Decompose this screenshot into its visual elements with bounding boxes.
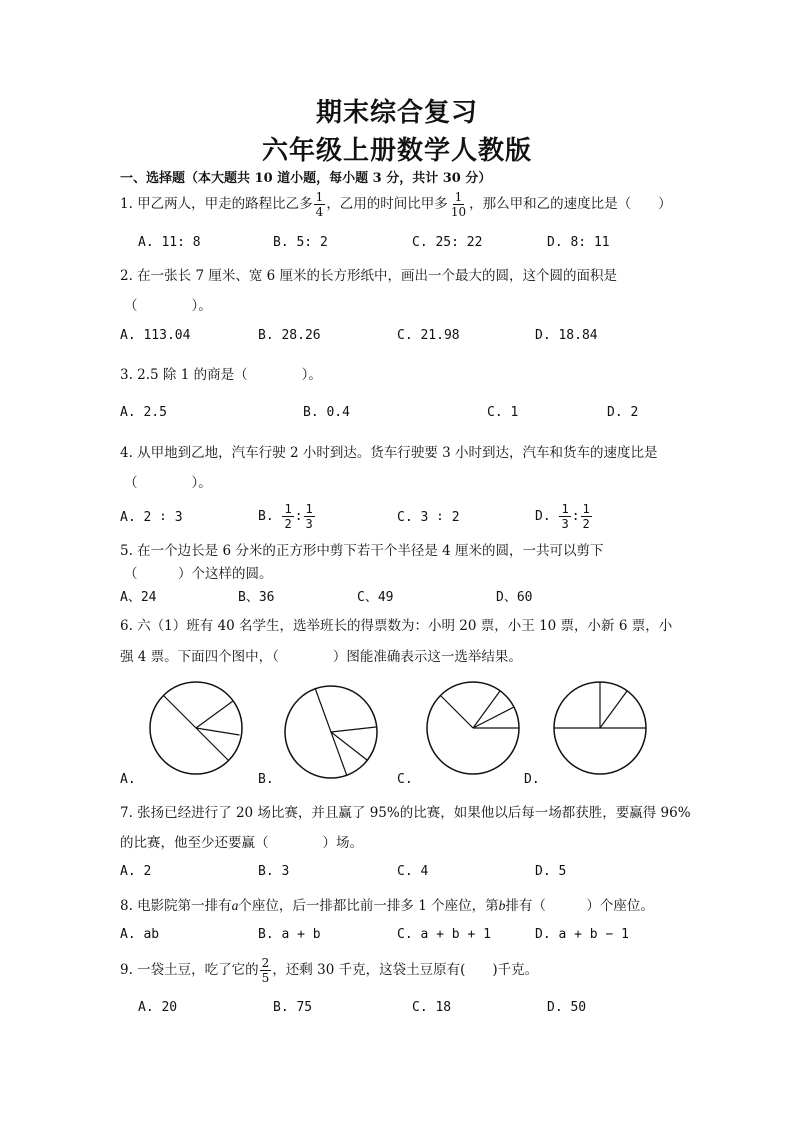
q3-option-b[interactable]: B. 0.4 [303,405,350,420]
q3-option-d[interactable]: D. 2 [607,405,639,420]
q4-option-a[interactable]: A. 2 ∶ 3 [120,510,183,525]
page-subtitle: 六年级上册数学人教版 [261,136,532,166]
pie-chart-b[interactable] [281,682,381,782]
q1-option-c[interactable]: C. 25: 22 [412,235,483,250]
q7-option-d[interactable]: D. 5 [535,864,567,879]
q9-option-d[interactable]: D. 50 [547,1000,587,1015]
q4-option-d[interactable]: D. $\frac{1}{3}$ : $\frac{1}{2}$ [535,502,590,531]
q8-variable-b: b [498,898,506,913]
q7-option-c[interactable]: C. 4 [397,864,429,879]
q5-option-a[interactable]: A、24 [120,590,157,605]
q3-option-c[interactable]: C. 1 [487,405,519,420]
q6-option-b[interactable]: B. [258,772,274,787]
q2-option-b[interactable]: B. 28.26 [258,328,321,343]
q9-option-b[interactable]: B. 75 [273,1000,313,1015]
q1-text-post: ，那么甲和乙的速度比是（ ） [469,196,672,212]
q1-fraction-1: $\frac{1}{4}$ [315,190,324,219]
q7-line-1: 7. 张扬已经进行了 20 场比赛，并且赢了 95%的比赛，如果他以后每一场都获胜，要赢得 96% [120,805,691,821]
q4-option-c[interactable]: C. 3 ∶ 2 [397,510,460,525]
q5-line-1: 5. 在一个边长是 6 分米的正方形中剪下若干个半径是 4 厘米的圆，一共可以剪下 [120,543,604,559]
q8-option-d[interactable]: D. a + b − 1 [535,927,629,942]
q9-fraction: $\frac{2}{5}$ [261,956,270,985]
q8-option-b[interactable]: B. a + b [258,927,321,942]
q9-option-a[interactable]: A. 20 [138,1000,178,1015]
q4-option-b[interactable]: B. $\frac{1}{2}$ : $\frac{1}{3}$ [258,502,313,531]
q2-line-2: （ ）。 [124,298,212,314]
q1-option-b[interactable]: B. 5: 2 [273,235,328,250]
q5-line-2: （ ）个这样的圆。 [124,566,273,582]
q1-text: 1. 甲乙两人，甲走的路程比乙多 [120,196,313,212]
q4-line-1: 4. 从甲地到乙地，汽车行驶 2 小时到达。货车行驶要 3 小时到达，汽车和货车的速度比是 [120,445,658,461]
pie-chart-d[interactable] [550,678,650,778]
q2-line-1: 2. 在一张长 7 厘米、宽 6 厘米的长方形纸中，画出一个最大的圆，这个圆的面积是 [120,268,618,284]
q6-option-c[interactable]: C. [397,772,413,787]
q6-line-1: 6. 六（1）班有 40 名学生，选举班长的得票数为：小明 20 票，小王 10 票，小新 6 票，小 [120,618,673,634]
page-title: 期末综合复习 [315,98,478,128]
q5-option-d[interactable]: D、60 [496,590,533,605]
q8-variable-a: a [231,898,239,913]
section-heading: 一、选择题（本大题共 10 道小题，每小题 3 分，共计 30 分） [120,171,492,186]
q2-option-d[interactable]: D. 18.84 [535,328,598,343]
q7-option-b[interactable]: B. 3 [258,864,290,879]
question-1 [120,190,672,219]
q4-line-2: （ ）。 [124,475,212,491]
pie-chart-c[interactable] [423,678,523,778]
q1-fraction-2: $\frac{1}{10}$ [450,190,467,219]
q2-option-c[interactable]: C. 21.98 [397,328,460,343]
q6-option-a[interactable]: A. [120,772,136,787]
q8-option-c[interactable]: C. a + b + 1 [397,927,491,942]
question-9: 9. 一袋土豆，吃了它的 $\frac{2}{5}$ ，还剩 30 千克，这袋土豆原有( )千克。 [120,956,539,985]
q2-option-a[interactable]: A. 113.04 [120,328,191,343]
q7-option-a[interactable]: A. 2 [120,864,152,879]
q3-text: 3. 2.5 除 1 的商是（ ）。 [120,367,322,383]
question-8: 8. 电影院第一排有a个座位，后一排都比前一排多 1 个座位，第b排有（ ）个座位。 [120,898,654,914]
q6-line-2: 强 4 票。下面四个图中，（ ）图能准确表示这一选举结果。 [120,649,522,665]
pie-chart-a[interactable] [146,678,246,778]
q1-option-a[interactable]: A. 11: 8 [138,235,201,250]
q1-option-d[interactable]: D. 8: 11 [547,235,610,250]
q7-line-2: 的比赛，他至少还要赢（ ）场。 [120,835,363,851]
q8-option-a[interactable]: A. ab [120,927,160,942]
q9-option-c[interactable]: C. 18 [412,1000,452,1015]
q6-option-d[interactable]: D. [524,772,540,787]
q5-option-b[interactable]: B、36 [238,590,275,605]
q5-option-c[interactable]: C、49 [357,590,394,605]
q3-option-a[interactable]: A. 2.5 [120,405,167,420]
q1-text-mid: ，乙用的时间比甲多 [326,196,448,212]
